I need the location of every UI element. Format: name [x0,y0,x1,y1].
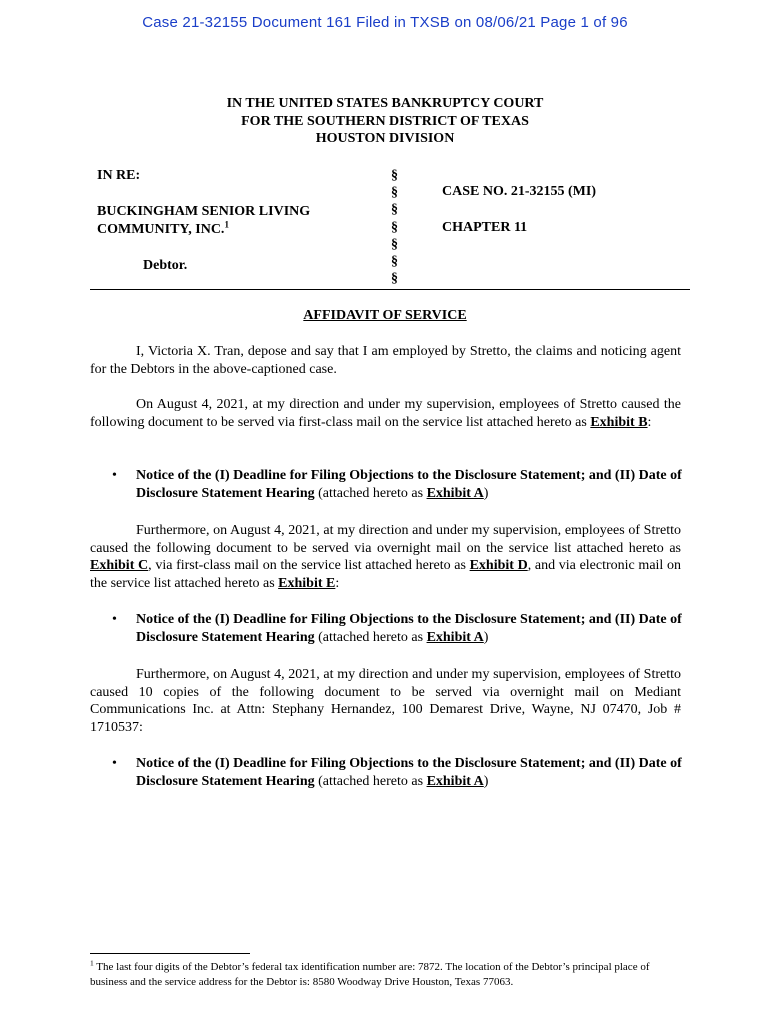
paragraph-text: : [647,414,652,430]
notice-close: ) [483,485,489,501]
notice-attachment-text: (attached hereto as [314,485,427,501]
paragraph-text: On August 4, 2021, at my direction and under my supervision, employees of Stretto caused the following document to be served via first-class mail on the service list attached hereto as [90,397,681,430]
exhibit-reference: Exhibit B [590,414,648,430]
paragraph-text: : [335,575,340,591]
footnote-divider [90,953,250,954]
caption-right [442,183,596,237]
section-symbol: § [391,271,398,287]
notice-text [136,611,682,646]
section-symbol: § [391,219,398,235]
notice-attachment-text: (attached hereto as [314,629,427,645]
notice-bullet [112,611,682,646]
caption-left [97,167,310,275]
debtor-name-text: COMMUNITY, INC. [97,222,225,237]
footnote-marker: 1 [90,958,94,968]
section-symbol: § [391,254,398,270]
bullet-icon: • [112,468,117,483]
paragraph-service-mediant: Furthermore, on August 4, 2021, at my direction and under my supervision, employees of Stretto caused 10 copies of the following document to be served via overnight mail on Mediant Communications Inc. at Attn: Stephany Hernandez, 100 Demarest Drive, Wayne, NJ 07470, Job # 1710537: [90,667,681,735]
section-symbol: § [391,202,398,218]
paragraph-service-overnight [90,522,681,592]
debtor-name-line [97,221,310,239]
caption-divider [90,289,690,290]
paragraph-text: Furthermore, on August 4, 2021, at my direction and under my supervision, employees of Stretto caused the following document to be served via overnight mail on the service list attached hereto as [90,523,681,556]
case-number: CASE NO. 21-32155 (MI) [442,184,596,199]
bullet-icon: • [112,756,117,771]
debtor-label: Debtor. [143,258,188,273]
footnote-marker: 1 [224,219,229,230]
paragraph-service-first-class [90,396,681,431]
court-heading-line: IN THE UNITED STATES BANKRUPTCY COURT [226,96,544,111]
notice-title: Notice of the (I) Deadline for Filing Objections to the Disclosure Statement; and (II) Date of Disclosure Statement Hearing [136,612,682,645]
notice-text [136,755,682,790]
section-symbol: § [391,168,398,183]
bullet-icon: • [112,612,117,627]
notice-title: Notice of the (I) Deadline for Filing Objections to the Disclosure Statement; and (II) Date of Disclosure Statement Hearing [136,756,682,789]
document-title: AFFIDAVIT OF SERVICE [303,308,467,323]
section-symbols-column [391,167,398,287]
section-symbol: § [391,185,398,201]
debtor-name-line: BUCKINGHAM SENIOR LIVING [97,204,311,219]
paragraph-text: , and via electronic mail on the service list attached hereto as [90,558,681,591]
notice-title: Notice of the (I) Deadline for Filing Objections to the Disclosure Statement; and (II) Date of Disclosure Statement Hearing [136,468,682,501]
exhibit-reference: Exhibit A [426,485,484,501]
paragraph-declarant: I, Victoria X. Tran, depose and say that I am employed by Stretto, the claims and noticing agent for the Debtors in the above-captioned case. [90,344,681,377]
footnote-text: The last four digits of the Debtor’s federal tax identification number are: 7872. The location of the Debtor’s principal place of business and the service address for the Debtor is: 8580 Woodway Drive Houston, Texas 77063. [90,961,650,988]
paragraph-text: , via first-class mail on the service list attached hereto as [148,558,470,574]
notice-bullet [112,467,682,502]
notice-attachment-text: (attached hereto as [314,773,427,789]
filing-header-stamp: Case 21-32155 Document 161 Filed in TXSB on 08/06/21 Page 1 of 96 [142,14,628,31]
exhibit-reference: Exhibit E [278,575,336,591]
notice-bullet [112,755,682,790]
exhibit-reference: Exhibit C [90,558,149,574]
court-heading [0,95,770,148]
section-symbol: § [391,236,398,252]
exhibit-reference: Exhibit D [469,558,528,574]
notice-close: ) [483,629,489,645]
court-heading-line: FOR THE SOUTHERN DISTRICT OF TEXAS [241,113,529,129]
notice-text [136,467,682,502]
notice-close: ) [483,773,489,789]
court-heading-line: HOUSTON DIVISION [315,131,455,146]
exhibit-reference: Exhibit A [426,773,484,789]
exhibit-reference: Exhibit A [426,629,484,645]
chapter-label: CHAPTER 11 [442,220,528,235]
footnote [90,960,685,990]
in-re-label: IN RE: [97,168,141,183]
